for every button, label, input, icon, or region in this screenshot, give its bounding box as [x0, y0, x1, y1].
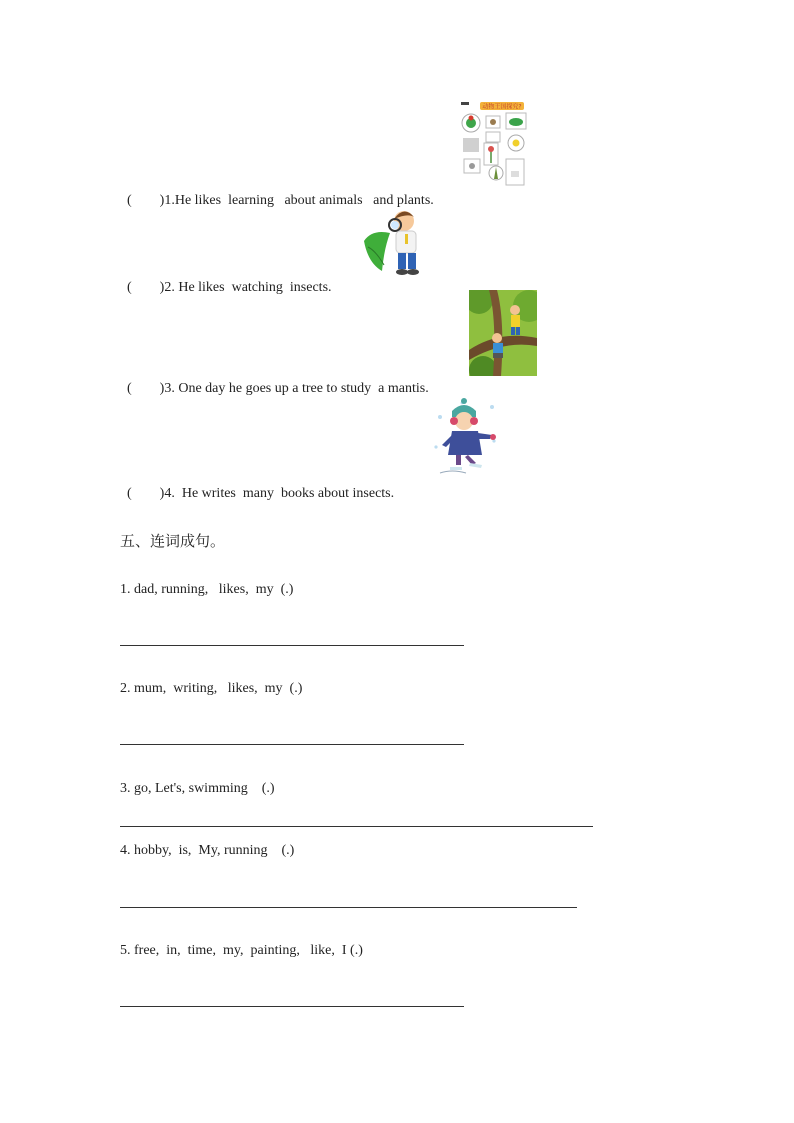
- answer-line-2[interactable]: [120, 744, 464, 745]
- answer-line-4[interactable]: [120, 907, 577, 908]
- answer-paren[interactable]: ( ): [127, 193, 165, 208]
- question-4: 4. hobby, is, My, running (.): [120, 843, 295, 858]
- question-3: 3. go, Let's, swimming (.): [120, 781, 275, 796]
- answer-paren[interactable]: ( ): [127, 486, 165, 501]
- statement-text: 1.He likes learning about animals and plants.: [164, 193, 434, 208]
- boy-with-magnifier-image: [362, 207, 426, 277]
- kids-in-tree-image: [469, 290, 537, 376]
- statement-2: [120, 264, 332, 296]
- statement-text: 2. He likes watching insects.: [164, 280, 332, 295]
- statement-text: 4. He writes many books about insects.: [164, 486, 395, 501]
- statement-4: [120, 470, 394, 502]
- statement-1: [120, 177, 434, 209]
- answer-paren[interactable]: ( ): [127, 381, 165, 396]
- skating-girl-image: [432, 397, 500, 477]
- question-5: 5. free, in, time, my, painting, like, I (.): [120, 943, 363, 958]
- question-2: 2. mum, writing, likes, my (.): [120, 681, 303, 696]
- animal-kingdom-poster-image: [460, 101, 530, 187]
- answer-paren[interactable]: ( ): [127, 280, 165, 295]
- statement-text: 3. One day he goes up a tree to study a mantis.: [164, 381, 429, 396]
- answer-line-3[interactable]: [120, 826, 593, 827]
- answer-line-1[interactable]: [120, 645, 464, 646]
- statement-3: [120, 365, 429, 397]
- answer-line-5[interactable]: [120, 1006, 464, 1007]
- question-1: 1. dad, running, likes, my (.): [120, 582, 294, 597]
- section-title: 五、连词成句。: [120, 532, 226, 550]
- poster-title: 动物王国探究?: [482, 103, 522, 111]
